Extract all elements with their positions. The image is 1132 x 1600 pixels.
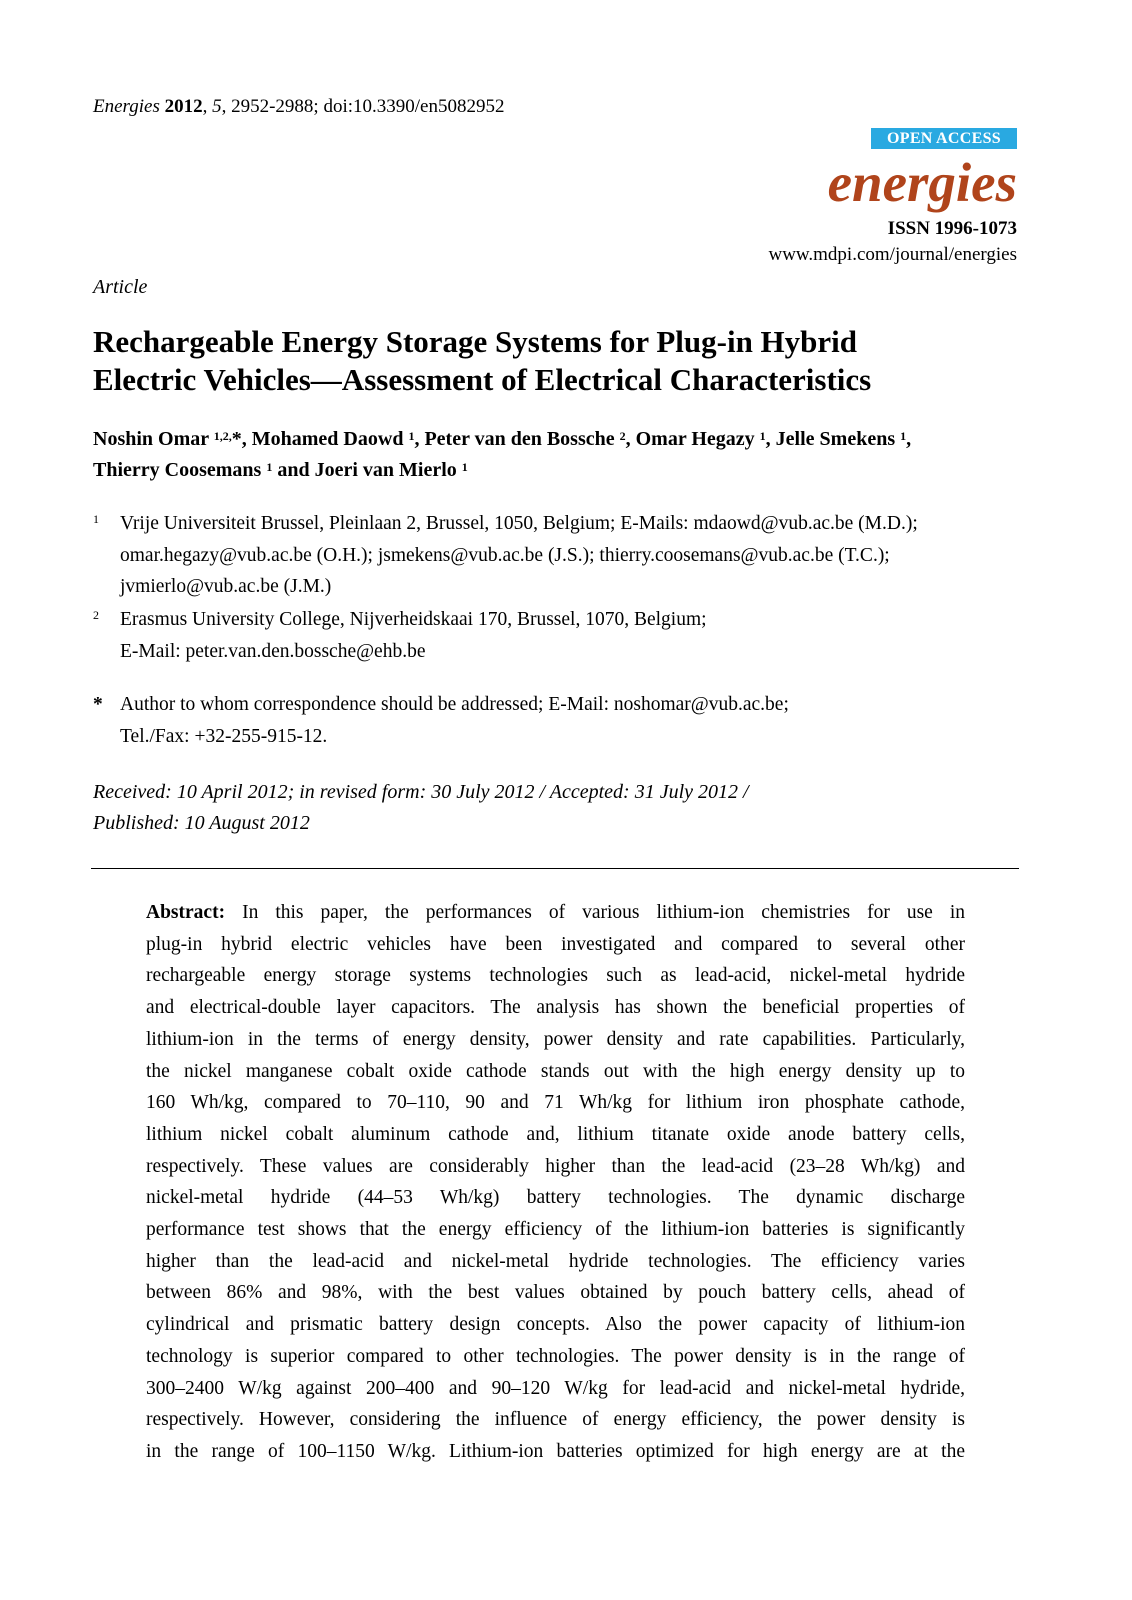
journal-logo: energies xyxy=(827,152,1017,213)
abstract-text: In this paper, the performances of various lithium-ion chemistries for use in xyxy=(225,902,965,923)
author-affiliation-mark: 1 xyxy=(266,460,273,474)
affiliation-line: Erasmus University College, Nijverheidskaai 170, Brussel, 1070, Belgium; xyxy=(120,609,707,630)
open-access-badge: OPEN ACCESS xyxy=(871,128,1017,149)
abstract-line: 160 Wh/kg, compared to 70–110, 90 and 71 Wh/kg for lithium iron phosphate cathode, xyxy=(146,1092,965,1114)
abstract-line: cylindrical and prismatic battery design concepts. Also the power capacity of lithium-ion xyxy=(146,1314,965,1336)
publication-dates xyxy=(93,777,749,839)
author-name: Joeri van Mierlo xyxy=(314,459,457,481)
author-affiliation-mark: 1 xyxy=(900,429,907,443)
abstract-line: respectively. These values are considerably higher than the lead-acid (23–28 Wh/kg) and xyxy=(146,1155,965,1177)
title-line: Rechargeable Energy Storage Systems for Plug-in Hybrid xyxy=(93,324,858,359)
dates-line: Received: 10 April 2012; in revised form: 30 July 2012 / Accepted: 31 July 2012 / xyxy=(93,781,749,803)
author-suffix: *, xyxy=(231,428,247,450)
affiliation-mark: 2 xyxy=(93,608,99,622)
author-name: Peter van den Bossche xyxy=(424,428,615,450)
abstract-line xyxy=(146,897,965,929)
abstract-line: lithium-ion in the terms of energy density, power density and rate capabilities. Particularly, xyxy=(146,1028,965,1050)
citation-volume: 5 xyxy=(212,96,222,117)
affiliation-line: E-Mail: peter.van.den.bossche@ehb.be xyxy=(120,640,426,662)
abstract-line: between 86% and 98%, with the best values obtained by pouch battery cells, ahead of xyxy=(146,1282,965,1304)
affiliation-mark: 1 xyxy=(93,512,99,526)
author-name: Mohamed Daowd xyxy=(251,428,404,450)
citation-pages-doi: , 2952-2988; doi:10.3390/en5082952 xyxy=(221,96,505,117)
author-affiliation-mark: 1 xyxy=(759,429,766,443)
author-name: Omar Hegazy xyxy=(635,428,755,450)
abstract-line: respectively. However, considering the influence of energy efficiency, the power density is xyxy=(146,1409,965,1431)
article-type: Article xyxy=(93,276,148,298)
horizontal-rule xyxy=(91,868,1019,869)
abstract-line: and electrical-double layer capacitors. The analysis has shown the beneficial properties of xyxy=(146,997,965,1019)
author-list xyxy=(93,424,1023,486)
author-name: Jelle Smekens xyxy=(775,428,896,450)
correspondence-line: Tel./Fax: +32-255-915-12. xyxy=(120,725,328,747)
abstract-line: rechargeable energy storage systems technologies such as lead-acid, nickel-metal hydride xyxy=(146,965,965,987)
author-affiliation-mark: 1,2, xyxy=(213,429,232,443)
author-suffix: , xyxy=(414,428,420,450)
article-title xyxy=(93,323,1033,399)
citation-line: Energies 2012, 5, 2952-2988; doi:10.3390/en5082952 xyxy=(93,96,505,117)
abstract-label: Abstract: xyxy=(146,902,226,923)
abstract-line: lithium nickel cobalt aluminum cathode and, lithium titanate oxide anode battery cells, xyxy=(146,1123,965,1145)
abstract-line: performance test shows that the energy efficiency of the lithium-ion batteries is significantly xyxy=(146,1219,965,1241)
abstract-line: 300–2400 W/kg against 200–400 and 90–120 W/kg for lead-acid and nickel-metal hydride, xyxy=(146,1377,965,1399)
title-line: Electric Vehicles—Assessment of Electrical Characteristics xyxy=(93,362,872,397)
author-suffix: , xyxy=(625,428,631,450)
author-suffix: , xyxy=(765,428,771,450)
author-name: Thierry Coosemans xyxy=(93,459,262,481)
author-affiliation-mark: 2 xyxy=(619,429,626,443)
affiliation-line: jvmierlo@vub.ac.be (J.M.) xyxy=(120,576,332,597)
author-suffix: , xyxy=(906,428,912,450)
dates-line: Published: 10 August 2012 xyxy=(93,812,310,834)
author-connector: and xyxy=(277,459,310,481)
affiliation-line: Vrije Universiteit Brussel, Pleinlaan 2, Brussel, 1050, Belgium; E-Mails: mdaowd@vub.ac.be (M.D.); xyxy=(120,513,918,534)
issn: ISSN 1996-1073 xyxy=(887,218,1017,239)
abstract-line: technology is superior compared to other technologies. The power density is in the range of xyxy=(146,1345,965,1367)
journal-url: www.mdpi.com/journal/energies xyxy=(768,244,1017,265)
abstract-line: in the range of 100–1150 W/kg. Lithium-ion batteries optimized for high energy are at the xyxy=(146,1440,965,1462)
author-affiliation-mark: 1 xyxy=(408,429,415,443)
abstract-line: nickel-metal hydride (44–53 Wh/kg) battery technologies. The dynamic discharge xyxy=(146,1187,965,1209)
citation-journal: Energies xyxy=(93,96,160,117)
author-affiliation-mark: 1 xyxy=(461,460,468,474)
affiliation-line: omar.hegazy@vub.ac.be (O.H.); jsmekens@vub.ac.be (J.S.); thierry.coosemans@vub.ac.be (T.C.); xyxy=(120,544,890,566)
correspondence-line: Author to whom correspondence should be addressed; E-Mail: noshomar@vub.ac.be; xyxy=(120,694,789,715)
correspondence-mark: * xyxy=(93,694,103,715)
author-name: Noshin Omar xyxy=(93,428,209,450)
abstract-line: plug-in hybrid electric vehicles have been investigated and compared to several other xyxy=(146,933,965,955)
abstract xyxy=(146,897,965,1468)
abstract-line: higher than the lead-acid and nickel-metal hydride technologies. The efficiency varies xyxy=(146,1250,965,1272)
citation-year: 2012 xyxy=(164,96,203,117)
abstract-line: the nickel manganese cobalt oxide cathode stands out with the high energy density up to xyxy=(146,1060,965,1082)
